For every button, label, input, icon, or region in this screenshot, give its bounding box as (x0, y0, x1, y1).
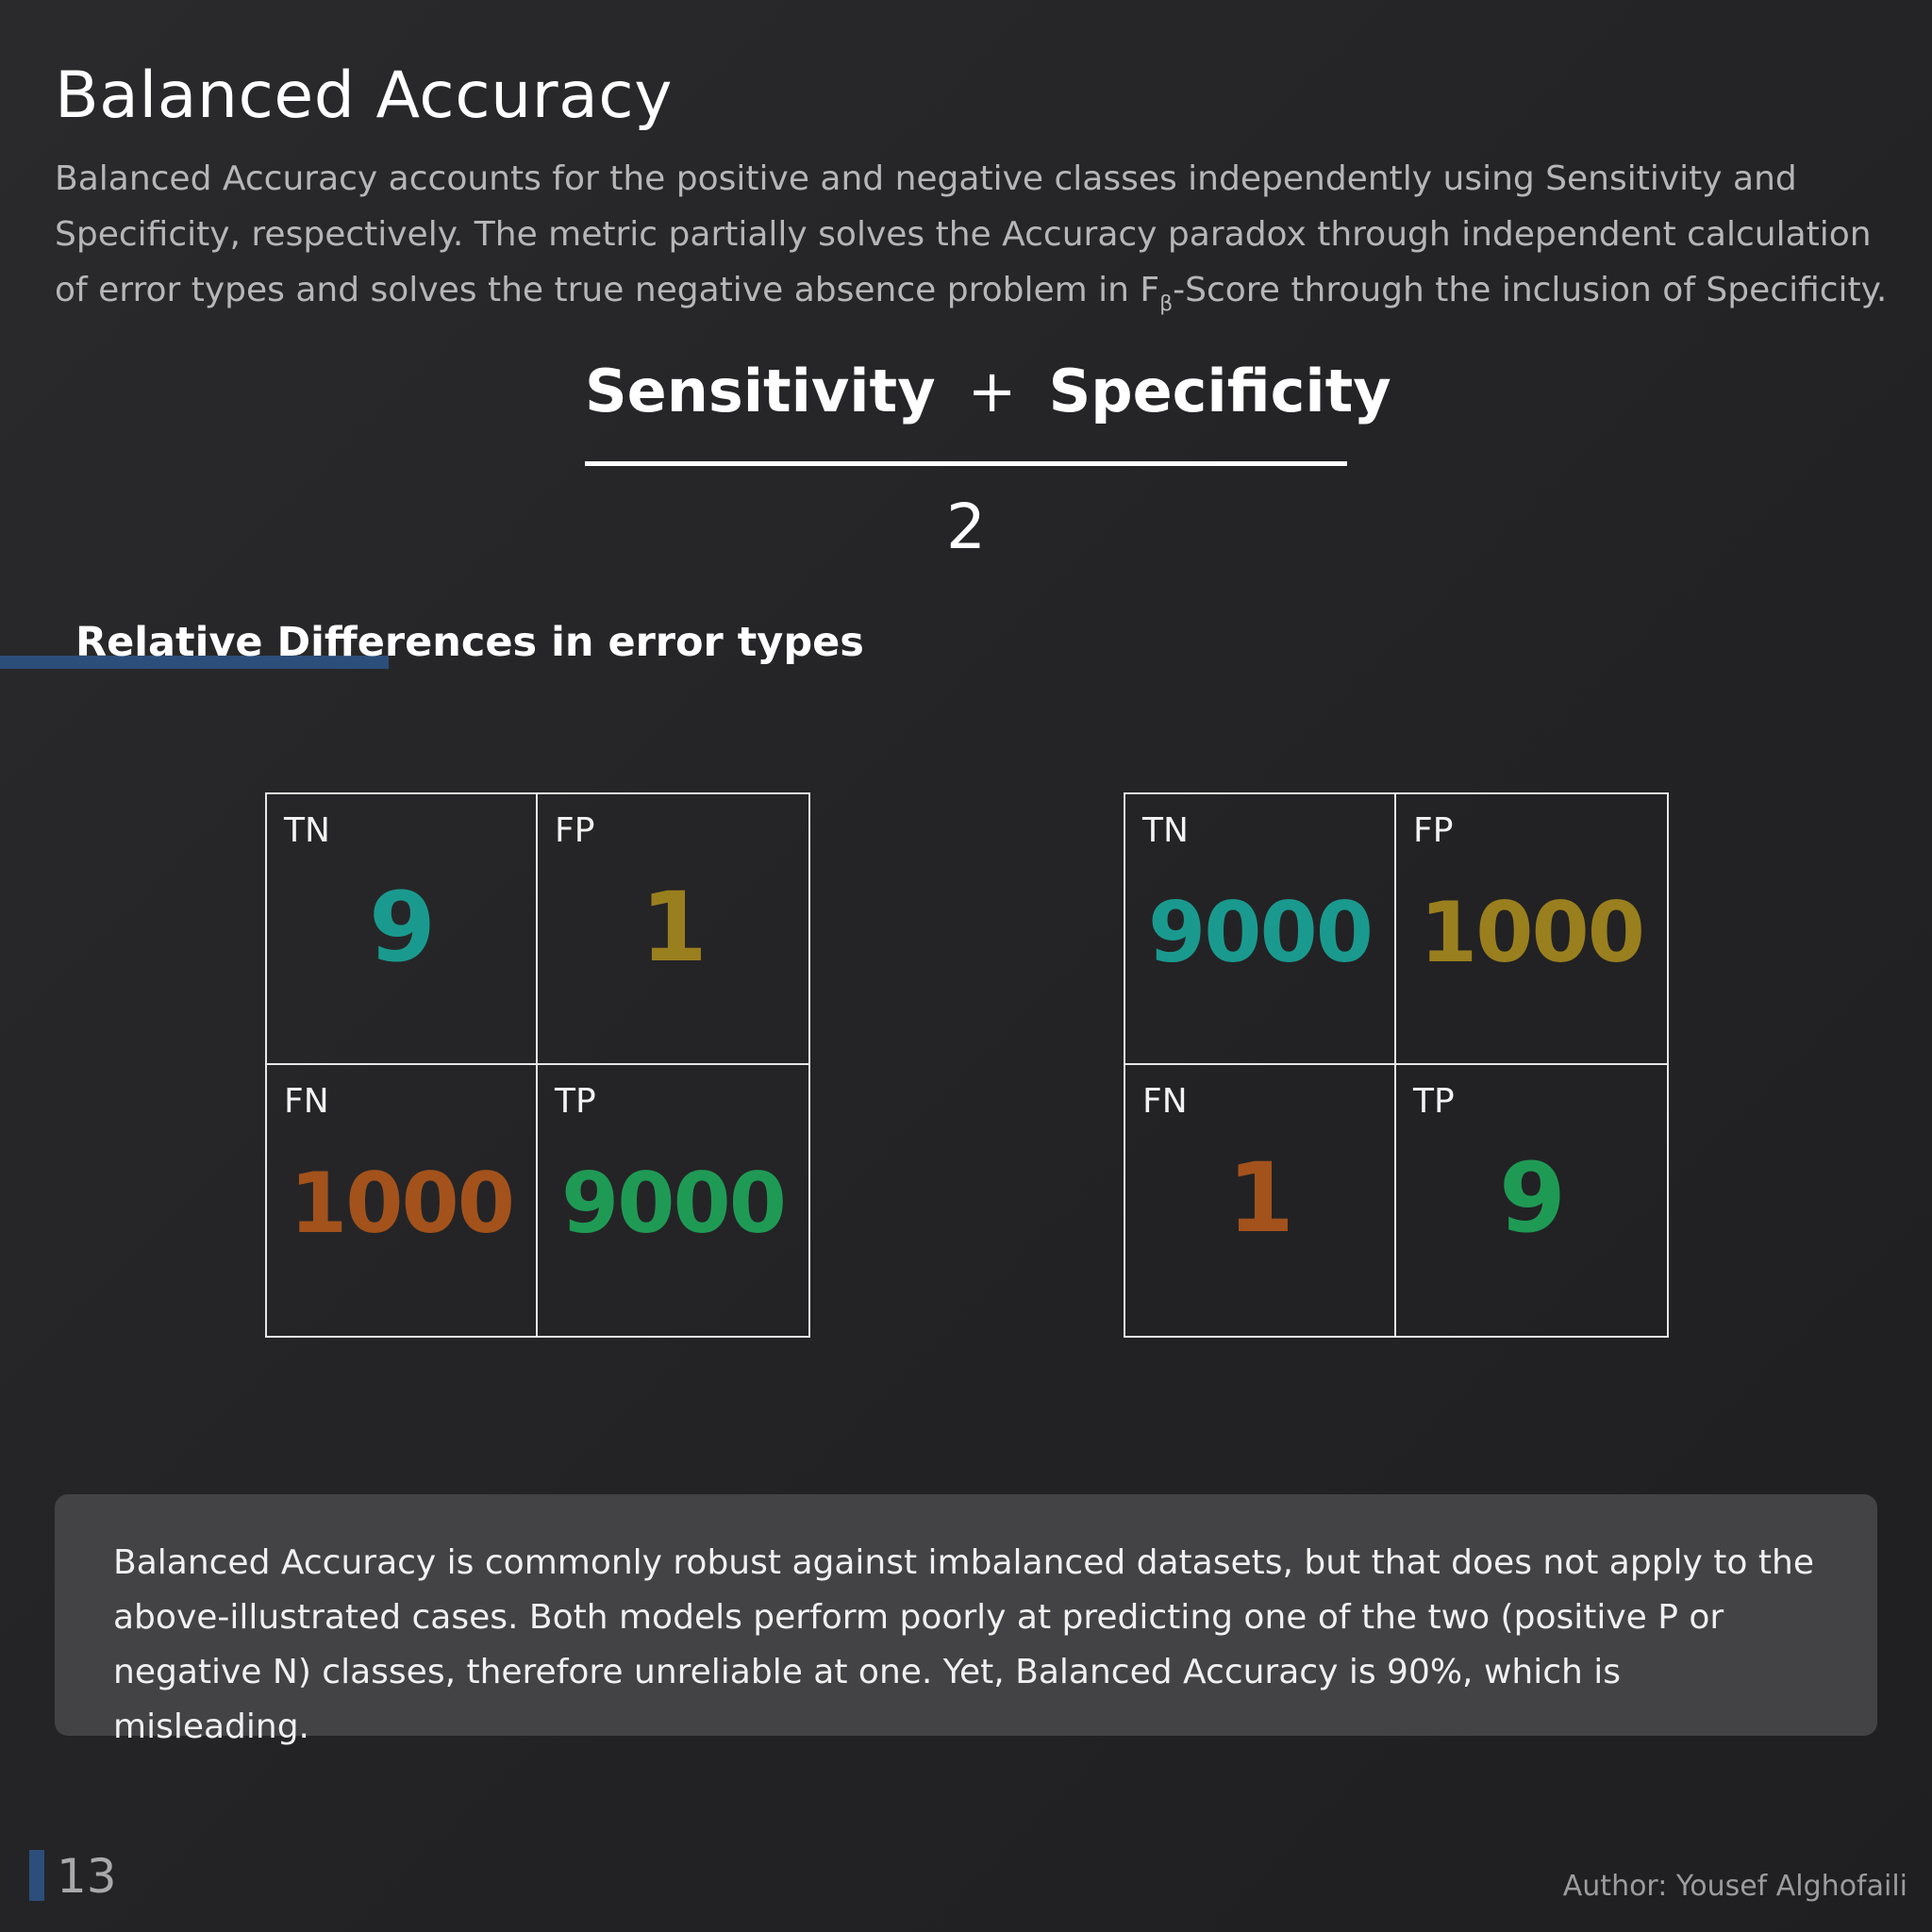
intro-text-part1: Balanced Accuracy accounts for the positive and negative classes independently using Sensitivity and Specificity, respectively. The metric partially solves the Accuracy paradox through independent calculation of error types and solves the true negative absence problem in F (55, 159, 1872, 309)
formula-term-sensitivity: Sensitivity (585, 357, 936, 425)
cell-label: FP (555, 811, 595, 850)
cell-label: TP (1413, 1082, 1455, 1121)
formula-plus-operator: + (967, 357, 1017, 425)
section-title: Relative Differences in error types (75, 619, 864, 666)
intro-text-part2: -Score through the inclusion of Specificity. (1173, 271, 1888, 309)
matrix-cell-tp (538, 1065, 808, 1336)
cell-value: 1000 (1420, 884, 1643, 981)
cell-label: FN (1142, 1082, 1188, 1121)
matrix-cell-tn (267, 794, 538, 1065)
page-number-accent (29, 1850, 44, 1901)
note-box (55, 1494, 1877, 1746)
cell-value: 1000 (290, 1155, 513, 1252)
cell-label: FP (1413, 811, 1454, 850)
confusion-matrix-right (1124, 792, 1669, 1338)
fraction-line (585, 461, 1347, 466)
cell-label: TN (284, 811, 330, 850)
matrix-cell-fn (267, 1065, 538, 1336)
matrix-cell-fn (1125, 1065, 1396, 1336)
cell-label: TP (555, 1082, 596, 1121)
cell-value: 9000 (1148, 884, 1372, 981)
matrix-cell-fp (538, 794, 808, 1065)
matrix-cell-fp (1396, 794, 1667, 1065)
formula-numerator (585, 357, 1391, 432)
note-text: Balanced Accuracy is commonly robust against imbalanced datasets, but that does not apply to the above-illustrated cases. Both models perform poorly at predicting one of the two (positive P or negative N) classes, therefore unreliable at one. Yet, Balanced Accuracy is 90%, which is misleading. (113, 1543, 1814, 1746)
author-credit: Author: Yousef Alghofaili (1562, 1870, 1907, 1903)
cell-value: 1 (1227, 1142, 1292, 1255)
intro-paragraph (55, 151, 1904, 318)
cell-value: 9 (369, 872, 434, 984)
matrix-cell-tp (1396, 1065, 1667, 1336)
cell-label: TN (1142, 811, 1189, 850)
balanced-accuracy-formula (585, 347, 1391, 574)
beta-subscript: β (1159, 292, 1174, 316)
page-number: 13 (57, 1849, 117, 1904)
confusion-matrix-left (265, 792, 810, 1338)
cell-value: 1 (641, 872, 706, 984)
cell-value: 9000 (561, 1155, 785, 1252)
cell-label: FN (284, 1082, 329, 1121)
page-title: Balanced Accuracy (55, 58, 673, 133)
formula-denominator: 2 (946, 491, 986, 563)
cell-value: 9 (1499, 1142, 1564, 1255)
formula-term-specificity: Specificity (1048, 357, 1391, 425)
matrix-cell-tn (1125, 794, 1396, 1065)
